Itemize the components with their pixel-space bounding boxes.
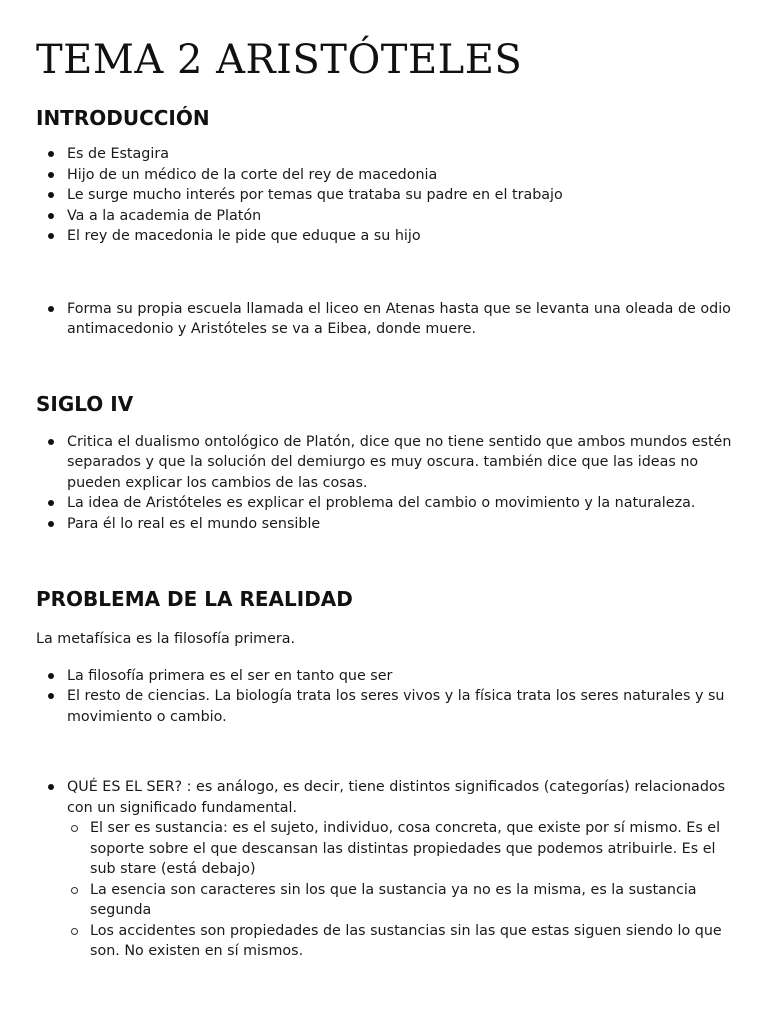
list-item: Para él lo real es el mundo sensible <box>36 514 736 535</box>
list-item: El rey de macedonia le pide que eduque a su hijo <box>36 226 736 247</box>
problema-list-2 <box>36 777 736 962</box>
list-item <box>36 777 736 962</box>
list-item: Le surge mucho interés por temas que trataba su padre en el trabajo <box>36 185 736 206</box>
list-item: El resto de ciencias. La biología trata los seres vivos y la física trata los seres naturales y su movimiento o cambio. <box>36 686 736 727</box>
sub-list-item: El ser es sustancia: es el sujeto, individuo, cosa concreta, que existe por sí mismo. Es el soporte sobre el que descansan las distintas propiedades que podemos atribuirle. Es el sub stare (está debajo) <box>67 818 736 880</box>
siglo-iv-list <box>36 432 736 535</box>
sub-list-item: La esencia son caracteres sin los que la sustancia ya no es la misma, es la sustancia segunda <box>67 880 736 921</box>
problema-list <box>36 666 736 728</box>
sub-list <box>67 818 736 962</box>
list-item: Forma su propia escuela llamada el liceo en Atenas hasta que se levanta una oleada de odio antimacedonio y Aristóteles se va a Eibea, donde muere. <box>36 299 736 340</box>
section-heading-siglo-iv: SIGLO IV <box>36 391 134 416</box>
paragraph-metafisica: La metafísica es la filosofía primera. <box>36 631 296 647</box>
list-item: Va a la academia de Platón <box>36 206 736 227</box>
document-title: TEMA 2 ARISTÓTELES <box>36 37 523 83</box>
list-item: Es de Estagira <box>36 144 736 165</box>
introduccion-list <box>36 144 736 247</box>
section-heading-introduccion: INTRODUCCIÓN <box>36 106 210 130</box>
list-item: La idea de Aristóteles es explicar el problema del cambio o movimiento y la naturaleza. <box>36 493 736 514</box>
list-item: Hijo de un médico de la corte del rey de macedonia <box>36 165 736 186</box>
list-item: La filosofía primera es el ser en tanto que ser <box>36 666 736 687</box>
introduccion-list-2 <box>36 299 736 340</box>
list-item-text: QUÉ ES EL SER? : es análogo, es decir, tiene distintos significados (categorías) relacionados con un significado fundamental. <box>67 779 726 816</box>
list-item: Critica el dualismo ontológico de Platón, dice que no tiene sentido que ambos mundos estén separados y que la solución del demiurgo es muy oscura. también dice que las ideas no pueden explicar los cambios de las cosas. <box>36 432 736 494</box>
document-page <box>36 34 736 962</box>
section-heading-problema-realidad: PROBLEMA DE LA REALIDAD <box>36 587 353 611</box>
sub-list-item: Los accidentes son propiedades de las sustancias sin las que estas siguen siendo lo que son. No existen en sí mismos. <box>67 921 736 962</box>
